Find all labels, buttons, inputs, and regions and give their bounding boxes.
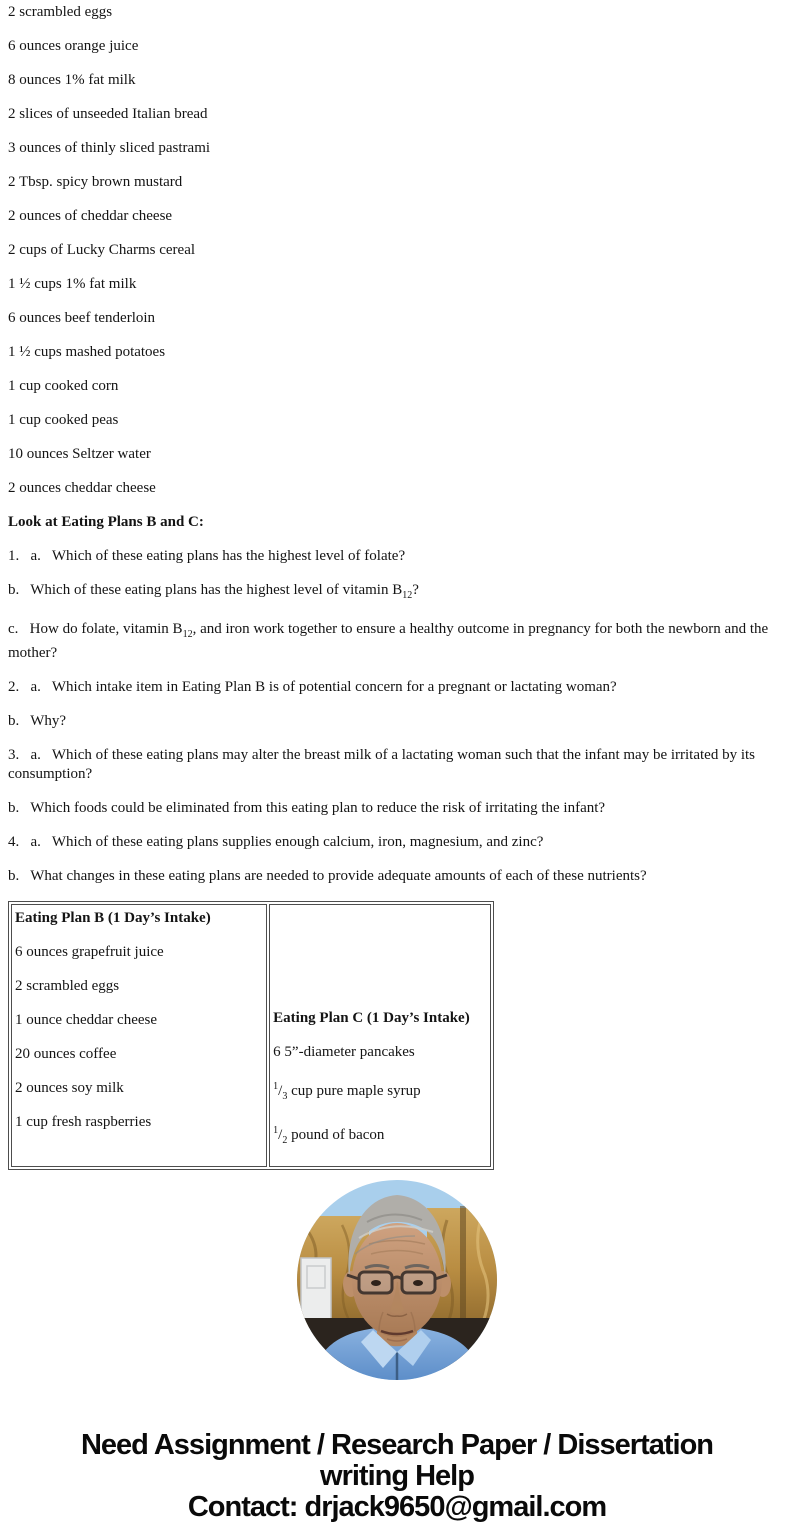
promo-line: writing Help xyxy=(320,1460,474,1492)
plan-c-item-fraction xyxy=(273,1077,487,1106)
intake-item: 6 ounces beef tenderloin xyxy=(8,310,156,326)
plan-c-item-text: pound of bacon xyxy=(287,1127,385,1143)
intake-item: 2 ounces of cheddar cheese xyxy=(8,208,173,224)
eye-right xyxy=(413,1280,423,1286)
intake-item: 2 Tbsp. spicy brown mustard xyxy=(8,174,183,190)
fraction-slash: / xyxy=(278,1127,283,1143)
intake-item: 2 ounces cheddar cheese xyxy=(8,480,156,496)
intake-item: 1 ½ cups mashed potatoes xyxy=(8,344,166,360)
question-3a: 3. a. Which of these eating plans may alter the breast milk of a lactating woman such that the infant may be irritated by its consumption? xyxy=(8,747,755,782)
eating-plans-table xyxy=(8,901,494,1170)
question-4a: 4. a. Which of these eating plans supplies enough calcium, iron, magnesium, and zinc? xyxy=(8,834,544,850)
vitamin-b12-subscript: 12 xyxy=(182,629,193,640)
question-1b-tail: ? xyxy=(412,582,419,598)
intake-item: 3 ounces of thinly sliced pastrami xyxy=(8,140,211,156)
intake-item: 2 slices of unseeded Italian bread xyxy=(8,106,208,122)
door-panel xyxy=(301,1258,331,1320)
fraction-numerator: 1 xyxy=(273,1125,279,1136)
question-1b xyxy=(8,581,786,605)
intake-item: 2 cups of Lucky Charms cereal xyxy=(8,242,196,258)
fraction-slash: / xyxy=(278,1083,283,1099)
fraction-denominator: 2 xyxy=(282,1135,288,1146)
eye-left xyxy=(371,1280,381,1286)
intake-item: 10 ounces Seltzer water xyxy=(8,446,151,462)
wall-frame-edge xyxy=(460,1206,466,1330)
plan-c-item-text: cup pure maple syrup xyxy=(287,1083,421,1099)
fraction-numerator: 1 xyxy=(273,1081,279,1092)
plan-b-item: 20 ounces coffee xyxy=(15,1046,117,1062)
promo-line: Need Assignment / Research Paper / Dissertation xyxy=(80,1429,714,1461)
plan-c-cell xyxy=(269,904,491,1167)
question-1b-text: b. Which of these eating plans has the highest level of vitamin B xyxy=(8,582,403,598)
question-1c-tail: , and iron work together to ensure a healthy outcome in pregnancy for both the newborn and the mother? xyxy=(8,621,769,661)
plan-c-item: 6 5”-diameter pancakes xyxy=(273,1044,415,1060)
question-3b: b. Which foods could be eliminated from this eating plan to reduce the risk of irritating the infant? xyxy=(8,800,606,816)
section-heading: Look at Eating Plans B and C: xyxy=(8,514,204,530)
vitamin-b12-subscript: 12 xyxy=(402,590,413,601)
promo-contact-email: Contact: drjack9650@gmail.com xyxy=(187,1491,607,1523)
question-2a: 2. a. Which intake item in Eating Plan B is of potential concern for a pregnant or lactating woman? xyxy=(8,679,617,695)
plan-b-cell xyxy=(11,904,267,1167)
question-4b: b. What changes in these eating plans are needed to provide adequate amounts of each of these nutrients? xyxy=(8,868,647,884)
plan-b-header: Eating Plan B (1 Day’s Intake) xyxy=(15,910,211,926)
man-portrait-graphic xyxy=(297,1180,497,1380)
eating-plans-table-clip xyxy=(8,901,494,1146)
intake-item: 1 ½ cups 1% fat milk xyxy=(8,276,137,292)
plan-b-item: 1 cup fresh raspberries xyxy=(15,1114,152,1130)
plan-c-top-spacer xyxy=(273,906,487,1006)
plan-b-item: 2 scrambled eggs xyxy=(15,978,120,994)
plan-c-header: Eating Plan C (1 Day’s Intake) xyxy=(273,1010,470,1026)
portrait-photo xyxy=(297,1180,497,1380)
plan-b-item: 2 ounces soy milk xyxy=(15,1080,124,1096)
intake-item: 8 ounces 1% fat milk xyxy=(8,72,136,88)
intake-item: 2 scrambled eggs xyxy=(8,4,113,20)
question-1c xyxy=(8,620,786,663)
question-1a: 1. a. Which of these eating plans has the highest level of folate? xyxy=(8,548,406,564)
plan-b-item: 1 ounce cheddar cheese xyxy=(15,1012,158,1028)
intake-item: 1 cup cooked corn xyxy=(8,378,119,394)
nutrition-case-study-document xyxy=(0,3,794,1146)
plan-b-item: 6 ounces grapefruit juice xyxy=(15,944,164,960)
question-2b: b. Why? xyxy=(8,713,67,729)
question-1c-text: c. How do folate, vitamin B xyxy=(8,621,183,637)
fraction-denominator: 3 xyxy=(282,1091,288,1102)
table-row xyxy=(11,904,491,1167)
promo-banner xyxy=(0,1430,794,1523)
plan-c-item-clipped xyxy=(273,1121,487,1150)
intake-item: 6 ounces orange juice xyxy=(8,38,139,54)
intake-item: 1 cup cooked peas xyxy=(8,412,119,428)
